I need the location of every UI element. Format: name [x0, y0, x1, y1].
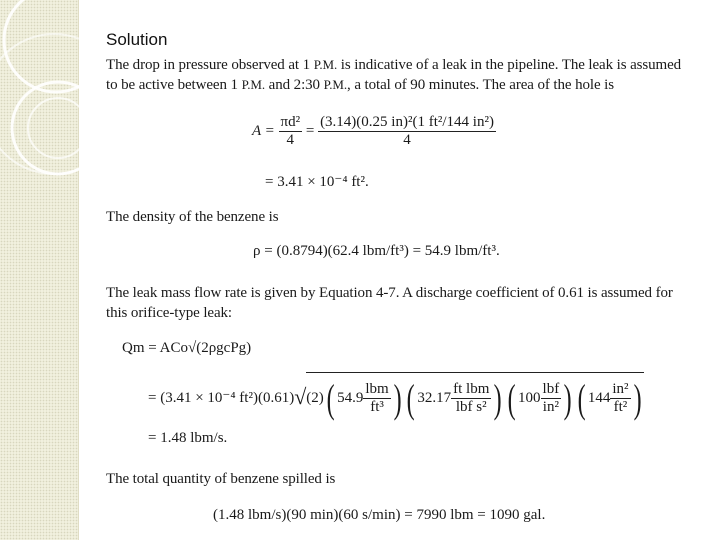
factor-3-units	[451, 381, 491, 416]
density-paragraph: The density of the benzene is	[106, 209, 279, 225]
decorative-side-panel	[0, 0, 78, 540]
intro-text-2: is indicative of a leak in the pipeline. The leak is assumed to be active between 1	[106, 57, 682, 93]
area-frac1-numerator: πd²	[280, 114, 301, 130]
area-frac2-denominator: 4	[318, 131, 496, 149]
factor-3-num: ft lbm	[453, 381, 490, 397]
flow-equation-line-1: Qm = ACo√(2ρgcPg)	[122, 340, 252, 356]
total-paragraph: The total quantity of benzene spilled is	[106, 471, 336, 487]
area-frac1-denominator: 4	[279, 131, 303, 149]
pm-label-2: P.M.	[241, 77, 266, 92]
pm-label-1: P.M.	[313, 57, 338, 72]
intro-text-3: and 2:30	[265, 77, 324, 93]
density-equation: ρ = (0.8794)(62.4 lbm/ft³) = 54.9 lbm/ft³.	[253, 243, 500, 259]
intro-text-1: The drop in pressure observed at 1	[106, 57, 314, 73]
factor-5-num: in²	[612, 381, 629, 397]
paren-close-icon: )	[563, 376, 572, 421]
paren-open-icon: (	[326, 376, 335, 421]
factor-4-units	[541, 381, 562, 416]
factor-2-units	[363, 381, 390, 416]
factor-4-den: in²	[541, 398, 562, 416]
paren-close-icon: )	[494, 376, 503, 421]
flow-line2-prefix: = (3.41 × 10⁻⁴ ft²)(0.61)	[148, 389, 295, 406]
total-equation: (1.48 lbm/s)(90 min)(60 s/min) = 7990 lbm = 1090 gal.	[213, 507, 546, 523]
factor-3-den: lbf s²	[451, 398, 491, 416]
flow-paragraph: The leak mass flow rate is given by Equation 4-7. A discharge coefficient of 0.61 is assumed for this orifice-type leak:	[106, 285, 673, 321]
area-equals: =	[305, 122, 315, 139]
square-root-icon: √	[294, 384, 307, 409]
factor-2-coef: 54.9	[337, 390, 364, 406]
intro-paragraph	[106, 55, 691, 95]
factor-1: (2)	[306, 390, 324, 406]
area-fraction-1	[279, 114, 303, 149]
paren-open-icon: (	[406, 376, 415, 421]
paren-open-icon: (	[577, 376, 586, 421]
intro-text-4: , a total of 90 minutes. The area of the hole is	[347, 77, 614, 93]
section-heading: Solution	[106, 30, 168, 49]
side-panel-edge	[78, 0, 79, 540]
paren-close-icon: )	[633, 376, 642, 421]
flow-result: = 1.48 lbm/s.	[148, 430, 228, 446]
factor-2-den: ft³	[363, 398, 390, 416]
factor-2-num: lbm	[365, 381, 389, 397]
area-result: = 3.41 × 10⁻⁴ ft².	[265, 174, 369, 190]
paren-close-icon: )	[393, 376, 402, 421]
flow-equation-line-2	[148, 372, 644, 422]
factor-5-den: ft²	[610, 398, 630, 416]
area-equation	[252, 114, 496, 149]
area-lhs: A =	[252, 122, 275, 139]
factor-5-coef: 144	[587, 390, 611, 406]
paren-open-icon: (	[507, 376, 516, 421]
factor-4-num: lbf	[542, 381, 560, 397]
radicand	[306, 372, 644, 422]
factor-3-coef: 32.17	[417, 390, 452, 406]
pm-label-3: P.M.	[323, 77, 348, 92]
area-frac2-numerator: (3.14)(0.25 in)²(1 ft²/144 in²)	[320, 114, 494, 130]
area-fraction-2	[318, 114, 496, 149]
factor-4-coef: 100	[518, 390, 541, 406]
factor-5-units	[610, 381, 630, 416]
